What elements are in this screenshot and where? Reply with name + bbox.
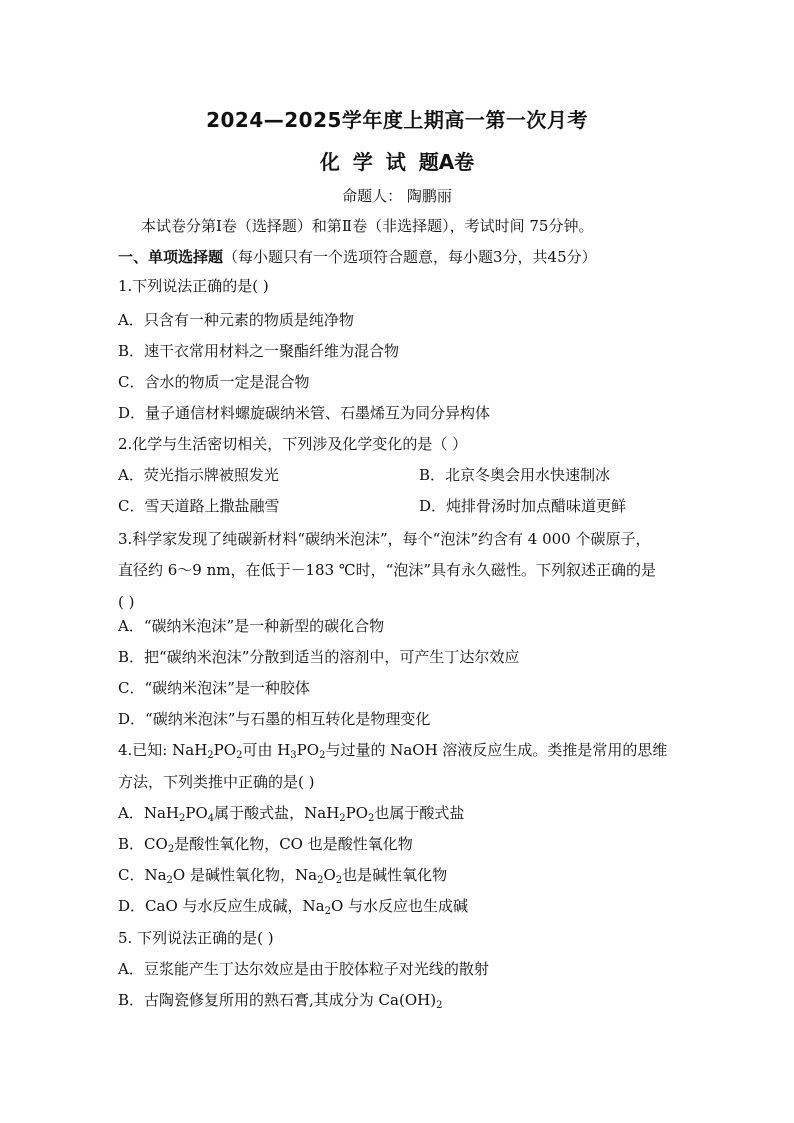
- q5-option-b: [118, 990, 442, 1010]
- subscript: 2: [319, 750, 326, 761]
- q4-text: 属于酸式盐，NaH: [214, 804, 340, 822]
- section-note: （每小题只有一个选项符合题意，每小题3分，共45分）: [223, 248, 597, 266]
- q2-option-c: C．雪天道路上撒盐融雪: [118, 497, 280, 515]
- subscript: 2: [167, 844, 175, 855]
- subscript: 2: [317, 875, 324, 886]
- q2-stem: 2.化学与生活密切相关，下列涉及化学变化的是（ ）: [118, 435, 468, 453]
- q2-option-d: D．炖排骨汤时加点醋味道更鲜: [419, 497, 627, 515]
- q4-text: O: [323, 866, 336, 884]
- exam-subtitle: 化 学 试 题A卷: [319, 150, 475, 174]
- q4-text: 与过量的 NaOH 溶液反应生成。类推是常用的思维: [325, 741, 668, 759]
- q3-stem-line2: 直径约 6～9 nm，在低于－183 ℃时，“泡沫”具有永久磁性。下列叙述正确的是: [118, 561, 657, 579]
- subscript: 4: [207, 813, 215, 824]
- q4-text: PO: [213, 741, 237, 759]
- subscript: 2: [207, 750, 214, 761]
- q4-text: 4.已知: NaH: [118, 741, 208, 759]
- q4-text: B．CO: [118, 835, 168, 853]
- q2-option-a: A．荧光指示牌被照发光: [118, 466, 279, 484]
- q4-text: PO: [345, 804, 369, 822]
- q4-option-b: [118, 834, 413, 854]
- q4-option-c: [118, 865, 447, 885]
- subscript: 2: [335, 875, 343, 886]
- q5-option-a: A．豆浆能产生丁达尔效应是由于胶体粒子对光线的散射: [118, 960, 489, 978]
- q4-text: D．CaO 与水反应生成碱，Na: [118, 897, 325, 915]
- q4-text: PO: [185, 804, 208, 822]
- q5-text: B．古陶瓷修复所用的熟石膏,其成分为 Ca(OH): [118, 991, 437, 1009]
- q1-option-d: D．量子通信材料螺旋碳纳米管、石墨烯互为同分异构体: [118, 404, 491, 422]
- subscript: 2: [236, 750, 243, 761]
- q4-option-d: [118, 896, 468, 916]
- q1-option-c: C．含水的物质一定是混合物: [118, 373, 310, 391]
- q1-option-b: B．速干衣常用材料之一聚酯纤维为混合物: [118, 342, 400, 360]
- q4-stem-line2: 方法，下列类推中正确的是( ): [118, 773, 315, 791]
- author-line: 命题人： 陶鹏丽: [342, 187, 452, 205]
- q4-text: O 是碱性氧化物，Na: [172, 866, 318, 884]
- q4-text: C．Na: [118, 866, 167, 884]
- q3-stem-line3: ( ): [118, 593, 135, 611]
- q4-text: 也是碱性氧化物: [342, 866, 448, 884]
- q3-option-a: A．“碳纳米泡沫”是一种新型的碳化合物: [118, 617, 385, 635]
- subscript: 2: [166, 875, 173, 886]
- subscript: 2: [339, 813, 346, 824]
- intro-line: 本试卷分第Ⅰ卷（选择题）和第Ⅱ卷（非选择题），考试时间 75分钟。: [141, 217, 594, 235]
- q5-stem: 5. 下列说法正确的是( ): [118, 929, 274, 947]
- subscript: 2: [436, 1000, 443, 1011]
- q4-text: 是酸性氧化物，CO 也是酸性氧化物: [174, 835, 413, 853]
- subscript: 2: [178, 813, 186, 824]
- q2-option-b: B．北京冬奥会用水快速制冰: [419, 466, 611, 484]
- subscript: 2: [368, 813, 375, 824]
- section-heading: [118, 247, 597, 267]
- q3-option-b: B．把“碳纳米泡沫”分散到适当的溶剂中，可产生丁达尔效应: [118, 648, 520, 666]
- q3-stem-line1: 3.科学家发现了纯碳新材料“碳纳米泡沫”，每个“泡沫”约含有 4 000 个碳原子，: [118, 530, 651, 548]
- q4-stem-line1: [118, 740, 667, 760]
- q3-option-d: D．“碳纳米泡沫”与石墨的相互转化是物理变化: [118, 710, 431, 728]
- section-title: 一、单项选择题: [118, 248, 224, 266]
- q1-stem: 1.下列说法正确的是( ): [118, 277, 269, 295]
- q4-text: 可由 H: [242, 741, 291, 759]
- q1-option-a: A．只含有一种元素的物质是纯净物: [118, 311, 354, 329]
- q4-option-a: [118, 803, 464, 823]
- q4-text: O 与水反应也生成碱: [330, 897, 469, 915]
- subscript: 2: [324, 906, 331, 917]
- q4-text: PO: [296, 741, 320, 759]
- q3-option-c: C．“碳纳米泡沫”是一种胶体: [118, 679, 310, 697]
- q4-text: A．NaH: [118, 804, 179, 822]
- subscript: 3: [290, 750, 297, 761]
- exam-title: 2024—2025学年度上期高一第一次月考: [206, 108, 588, 132]
- q4-text: 也属于酸式盐: [374, 804, 465, 822]
